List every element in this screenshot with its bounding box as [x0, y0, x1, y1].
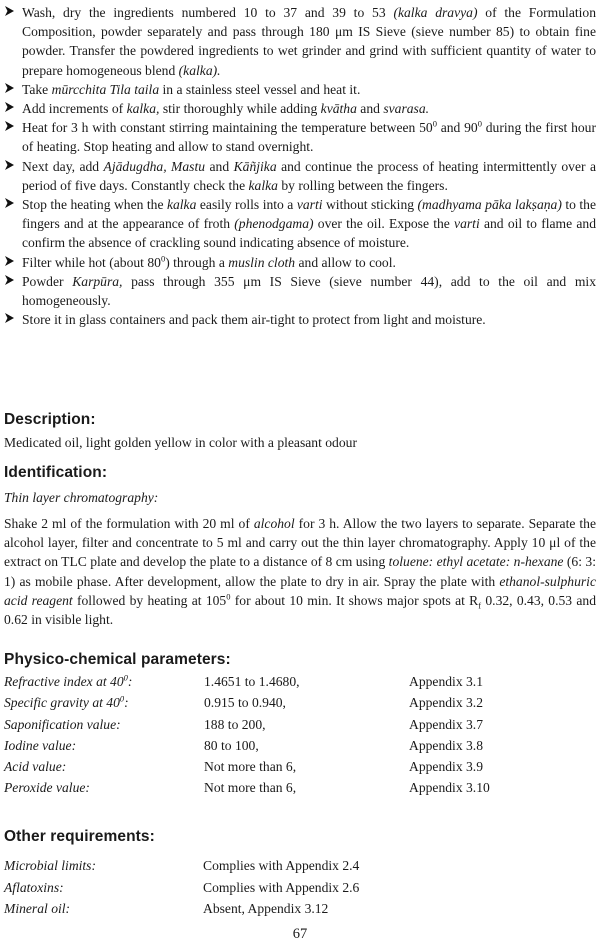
- arrowhead-bullet-icon: [4, 157, 15, 176]
- requirement-value: Complies with Appendix 2.6: [203, 879, 360, 895]
- step-2-text: Take: [22, 81, 52, 97]
- step-4-text: Heat for 3 h with constant stirring maintaining the temperature between 50: [22, 120, 433, 136]
- step-6-italic-term: (phenodgama): [234, 216, 314, 232]
- parameter-reference: Appendix 3.8: [409, 737, 484, 753]
- step-8-text: Powder: [22, 273, 73, 289]
- step-1-italic-term: (kalka).: [178, 62, 221, 78]
- step-6-italic-term: varti: [454, 216, 480, 232]
- procedure-step: [4, 99, 596, 118]
- arrowhead-bullet-icon: [4, 272, 15, 291]
- procedure-step: [4, 3, 596, 80]
- step-4-text: during the first hour of heating. Stop heating and allow to stand overnight.: [22, 120, 596, 155]
- tlc-text: 0.32, 0.43, 0.53 and 0.62 in visible light.: [4, 592, 596, 628]
- step-7-text: Filter while hot (about 80: [22, 254, 161, 270]
- parameter-reference: Appendix 3.10: [409, 780, 490, 796]
- step-5-text: Next day, add: [22, 158, 104, 174]
- step-7-superscript: 0: [160, 253, 166, 264]
- step-7-text: and allow to cool.: [295, 254, 396, 270]
- step-3-text: Add increments of: [22, 101, 127, 117]
- step-2-text: in a stainless steel vessel and heat it.: [159, 81, 361, 97]
- step-6-text: without sticking: [322, 197, 418, 213]
- parameter-name: Iodine value:: [4, 737, 77, 753]
- step-4-text: and 90: [436, 120, 478, 136]
- procedure-step: [4, 118, 596, 156]
- parameter-value: 188 to 200,: [204, 716, 266, 732]
- procedure-steps-list: [4, 3, 596, 329]
- parameter-reference: Appendix 3.7: [409, 716, 484, 732]
- step-5-italic-term: kalka: [248, 177, 278, 193]
- step-6-italic-term: (madhyama pāka lakṣaṇa): [417, 197, 562, 213]
- parameter-name: Specific gravity at $40^0$:: [4, 693, 129, 711]
- description-heading: Description:: [4, 411, 96, 428]
- parameter-value: Not more than 6,: [204, 759, 297, 775]
- step-1-text: Wash, dry the ingredients numbered 10 to 37 and 39 to 53: [22, 5, 394, 20]
- step-4-superscript: 0: [477, 118, 482, 129]
- step-7-italic-term: muslin cloth: [228, 254, 296, 270]
- tlc-text: for about 10 min. It shows major spots at R: [230, 592, 479, 608]
- physico-chemical-table: [4, 674, 599, 802]
- parameter-name: Acid value:: [4, 759, 67, 775]
- requirement-name: Aflatoxins:: [4, 879, 64, 895]
- step-3-italic-term: kalka,: [126, 101, 160, 117]
- arrowhead-bullet-icon: [4, 99, 15, 118]
- procedure-step: [4, 195, 596, 253]
- requirement-row: [4, 901, 359, 923]
- step-3-italic-term: kvātha: [320, 101, 357, 117]
- parameter-value: 1.4651 to 1.4680,: [204, 674, 300, 689]
- parameter-row: [4, 759, 599, 780]
- arrowhead-bullet-icon: [4, 118, 15, 137]
- step-6-text: easily rolls into a: [196, 197, 297, 213]
- other-requirements-table: [4, 858, 359, 923]
- arrowhead-bullet-icon: [4, 3, 15, 22]
- arrowhead-bullet-icon: [4, 80, 15, 99]
- requirement-value: Complies with Appendix 2.4: [203, 858, 360, 873]
- step-6-text: and oil to flame and confirm the absence of crackling sound indicating absence of moisture.: [22, 216, 596, 251]
- step-5-text: and continue the process of heating intermittently over a period of five days. Constantly check the: [22, 158, 596, 193]
- requirement-name: Mineral oil:: [4, 901, 71, 916]
- procedure-step: [4, 80, 596, 99]
- tlc-italic-term: alcohol: [253, 516, 295, 531]
- step-5-italic-term: Ajādugdha, Mastu: [103, 158, 206, 174]
- parameter-reference: Appendix 3.2: [409, 695, 484, 711]
- parameter-reference: Appendix 3.9: [409, 759, 484, 775]
- other-requirements-heading: Other requirements:: [4, 828, 155, 845]
- requirement-row: [4, 880, 359, 902]
- arrowhead-bullet-icon: [4, 195, 15, 214]
- page-number: 67: [292, 926, 308, 942]
- step-5-text: and: [205, 158, 234, 174]
- arrowhead-bullet-icon: [4, 310, 15, 329]
- tlc-text: (6: 3: 1) as mobile phase. After development, allow the plate to dry in air. Spray the plate with: [4, 554, 596, 589]
- tlc-text: for 3 h. Allow the two layers to separate. Separate the alcohol layer, filter and concentrate to 5 ml and carry out the thin layer chromatography. Apply 10 μl of the extract on TLC plate and develop the plate to a distance of 8 cm using: [4, 516, 596, 570]
- parameter-name: Refractive index at $40^0$:: [4, 672, 133, 689]
- step-1-text: of the Formulation Composition, powder separately and pass through 180 μm IS Sieve (sieve number 85) to obtain fine powder. Transfer the powdered ingredients to wet grinder and grind with sufficient quantity of water to prepare homogeneous blend: [22, 5, 597, 78]
- physico-chemical-heading: Physico-chemical parameters:: [4, 651, 231, 668]
- tlc-superscript: 0: [226, 591, 231, 602]
- parameter-row: [4, 674, 599, 695]
- step-3-text: stir thoroughly while adding: [159, 101, 321, 117]
- parameter-name: Saponification value:: [4, 716, 121, 732]
- parameter-row: [4, 717, 599, 738]
- procedure-step: [4, 310, 596, 329]
- parameter-row: [4, 738, 599, 759]
- step-6-italic-term: varti: [296, 197, 323, 213]
- step-3-text: and: [356, 101, 384, 117]
- step-8-italic-term: Karpūra,: [72, 273, 123, 289]
- tlc-text: followed by heating at 105: [72, 592, 227, 608]
- tlc-subscript: f: [478, 600, 482, 611]
- parameter-row: [4, 695, 599, 716]
- identification-subheading: Thin layer chromatography:: [4, 490, 159, 505]
- step-8-text: pass through 355 μm IS Sieve (sieve number 44), add to the oil and mix homogeneously.: [22, 273, 596, 309]
- arrowhead-bullet-icon: [4, 253, 15, 272]
- parameter-value: Not more than 6,: [204, 780, 297, 796]
- step-9-text: Store it in glass containers and pack them air-tight to protect from light and moisture.: [22, 312, 486, 328]
- parameter-reference: Appendix 3.1: [409, 674, 484, 689]
- procedure-step: [4, 272, 596, 310]
- procedure-step: [4, 253, 596, 272]
- tlc-italic-term: ethanol-sulphuric acid reagent: [4, 573, 596, 608]
- tlc-text: Shake 2 ml of the formulation with 20 ml of: [4, 516, 254, 531]
- step-4-superscript: 0: [432, 118, 437, 129]
- step-7-text: ) through a: [165, 254, 229, 270]
- step-5-text: by rolling between the fingers.: [277, 177, 448, 193]
- requirement-value: Absent, Appendix 3.12: [203, 901, 329, 916]
- identification-heading: Identification:: [4, 464, 108, 481]
- step-6-text: to the fingers and at the appearance of froth: [22, 197, 596, 232]
- step-5-italic-term: Kāñjika: [233, 158, 277, 174]
- step-6-italic-term: kalka: [166, 197, 197, 213]
- step-6-text: Stop the heating when the: [22, 197, 167, 213]
- requirement-row: [4, 858, 359, 880]
- parameter-row: [4, 780, 599, 801]
- tlc-italic-term: toluene: ethyl acetate: n-hexane: [388, 554, 564, 570]
- parameter-value: 80 to 100,: [204, 737, 259, 753]
- step-1-italic-term: (kalka dravya): [393, 5, 478, 20]
- procedure-step: [4, 157, 596, 195]
- step-2-italic-term: mūrcchita Tila taila: [51, 81, 160, 97]
- step-3-italic-term: svarasa.: [383, 101, 430, 117]
- tlc-procedure-text: [4, 514, 596, 629]
- requirement-name: Microbial limits:: [4, 858, 97, 873]
- description-text: Medicated oil, light golden yellow in color with a pleasant odour: [4, 435, 357, 450]
- parameter-name: Peroxide value:: [4, 780, 90, 796]
- parameter-value: 0.915 to 0.940,: [204, 695, 286, 711]
- step-6-text: over the oil. Expose the: [313, 216, 455, 232]
